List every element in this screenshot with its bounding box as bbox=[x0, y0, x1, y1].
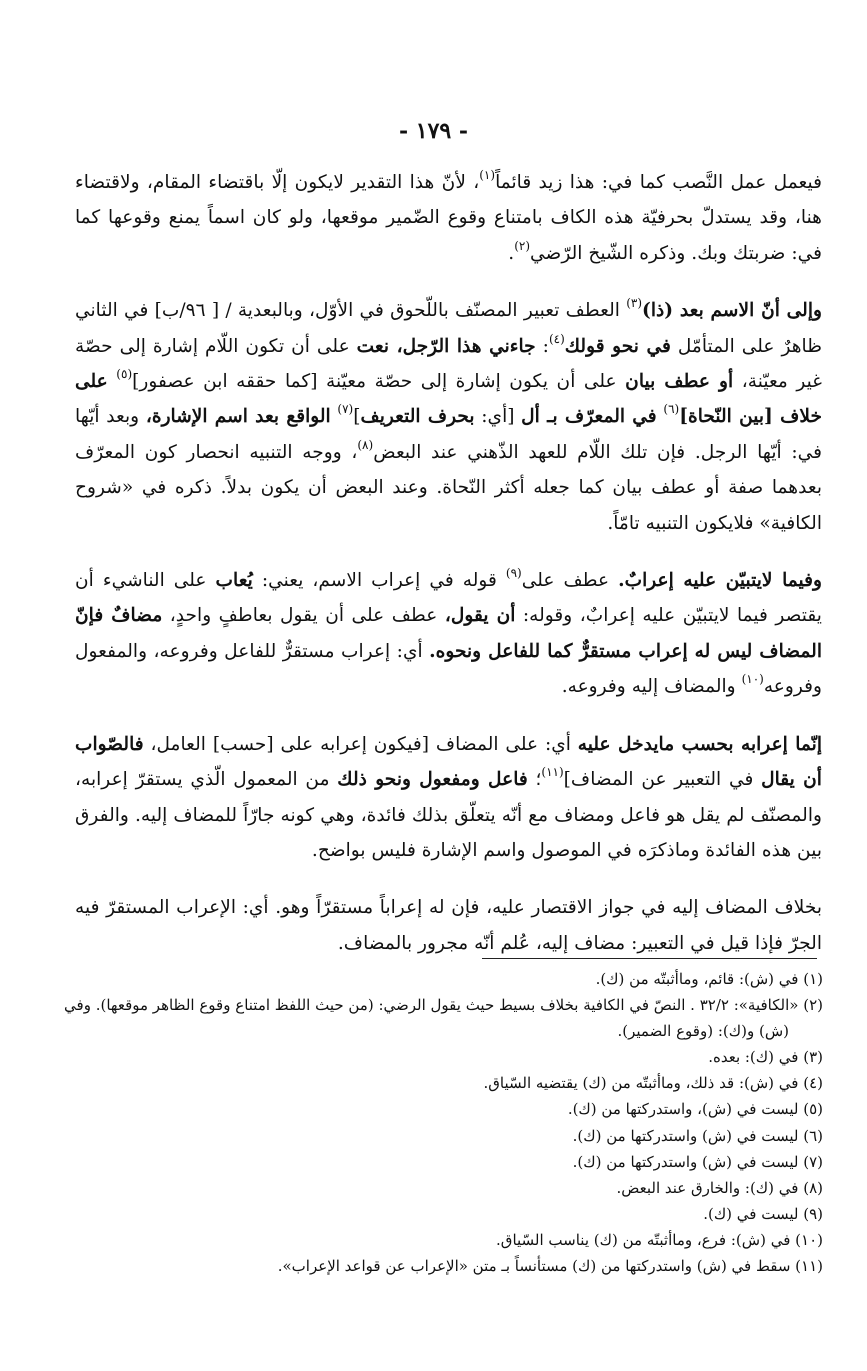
text-run: في التعبير عن المضاف] bbox=[563, 769, 762, 791]
footnote: (٥) ليست في (ش)، واستدركتها من (ك). bbox=[567, 1100, 823, 1119]
text-run: أي: على المضاف [فيكون إعرابه على [حسب] العامل، bbox=[143, 733, 578, 755]
paragraph-1 bbox=[75, 165, 822, 271]
text-run: والمضاف إليه وفروعه. bbox=[561, 676, 742, 698]
footnote: (٣) في (ك): بعده. bbox=[708, 1048, 823, 1067]
text-run: وبعد أيّها في: أيّها الرجل. فإن تلك اللّام للعهد الذّهني عند البعض bbox=[75, 406, 822, 463]
paragraph-3 bbox=[75, 563, 822, 705]
text-run: ، ووجه التنبيه انحصار كون المعرّف بعدهما صفة أو عطف بيان كما جعله أكثر النّحاة. وعند البعض أن يكون بدلاً. ذكره في «شروح الكافية» فلايكون التنبيه تامّاً. bbox=[75, 441, 822, 534]
bold-text: بحرف التعريف bbox=[360, 406, 475, 428]
footnote-divider bbox=[482, 958, 817, 959]
text-run: عطف على أن يقول بعاطفٍ واحدٍ، bbox=[162, 605, 445, 627]
text-run: على الناشيء أن يقتصر فيما لايتبيّن عليه إعرابٌ، وقوله: bbox=[75, 570, 822, 627]
footnote-ref: (٤) bbox=[548, 331, 565, 346]
footnote-ref: (٩) bbox=[505, 566, 522, 581]
text-run: عطف على bbox=[521, 570, 619, 592]
footnote: (٧) ليست في (ش) واستدركتها من (ك). bbox=[572, 1152, 823, 1171]
bold-text: في المعرّف بـ أل bbox=[521, 406, 657, 428]
footnote-ref: (٥) bbox=[116, 367, 133, 382]
bold-text: وفيما لايتبيّن عليه إعرابٌ. bbox=[618, 570, 822, 592]
text-run: : bbox=[535, 335, 549, 357]
footnote-ref: (١) bbox=[479, 168, 496, 182]
bold-text: [بين النّحاة] bbox=[679, 406, 781, 428]
text-run: [أي: bbox=[474, 406, 522, 428]
paragraph-5 bbox=[75, 890, 822, 961]
main-text bbox=[75, 165, 822, 961]
text-run: فيعمل عمل النَّصب كما في: هذا زيد قائماً bbox=[495, 172, 822, 193]
text-run: ، لأنّ هذا التقدير لايكون إلّا باقتضاء المقام، ولاقتضاء هنا، وقد يستدلّ بحرفيّة هذه الكاف بامتناع وقوع الضّمير موقعها، ولو كان اسماً يمنع وقوعها كما في: ضربتك وبك. وذكره الشّيخ الرّضي bbox=[75, 172, 822, 264]
text-run: على أن يكون إشارة إلى حصّة معيّنة [كما حققه ابن عصفور] bbox=[132, 371, 626, 393]
footnote: (١٠) في (ش): فرع، وماأثبتّه من (ك) يناسب السّياق. bbox=[496, 1230, 823, 1249]
footnote: (٨) في (ك): والخارق عند البعض. bbox=[616, 1178, 823, 1197]
text-run: أي: إعراب مستقرٌّ للفاعل وفروعه، والمفعول وفروعه bbox=[75, 640, 822, 698]
bold-text: مضافٌ فإنّ المضاف ليس له إعراب مستقرٌّ كما للفاعل ونحوه. bbox=[75, 605, 822, 662]
text-run: بخلاف المضاف إليه في جواز الاقتصار عليه، فإن له إعراباً مستقرّاً وهو. أي: الإعراب المستقرّ فيه الجرّ فإذا قيل في التعبير: مضاف إليه، عُلم أنّه مجرور بالمضاف. bbox=[75, 897, 822, 954]
footnote-ref: (٧) bbox=[337, 402, 354, 417]
text-run: ] bbox=[353, 406, 361, 428]
footnote: (٢) «الكافية»: ٣٢/٢ . النصّ في الكافية بخلاف بسيط حيث يقول الرضي: (من حيث اللفظ امتناع وقوع الظاهر موقعها). وفي (ش) و(ك): (وقوع الضمير). bbox=[64, 996, 823, 1041]
bold-text: جاءني هذا الرّجل، نعت bbox=[356, 335, 536, 357]
text-run: . bbox=[508, 242, 515, 264]
footnote: (٤) في (ش): قد ذلك، وماأثبتّه من (ك) يقتضيه السّياق. bbox=[483, 1074, 823, 1093]
bold-text: على خلاف bbox=[75, 371, 822, 428]
text-run: قوله في إعراب الاسم، يعني: bbox=[252, 570, 506, 592]
footnote-ref: (١١) bbox=[541, 765, 564, 780]
footnote: (١١) سقط في (ش) واستدركتها من (ك) مستأنساً بـ متن «الإعراب عن قواعد الإعراب». bbox=[277, 1257, 823, 1276]
bold-text: إنّما إعرابه بحسب مايدخل عليه bbox=[577, 733, 822, 755]
bold-text: أن يقول، bbox=[444, 605, 516, 627]
bold-text: فاعل ومفعول ونحو ذلك bbox=[337, 769, 528, 791]
footnotes bbox=[60, 966, 823, 1279]
footnote-ref: (٨) bbox=[357, 437, 374, 452]
paragraph-2 bbox=[75, 293, 822, 541]
bold-text: الواقع بعد اسم الإشارة، bbox=[145, 406, 331, 428]
footnote: (١) في (ش): قائم، وماأثبتّه من (ك). bbox=[595, 970, 823, 988]
page-number: - ١٧٩ - bbox=[398, 118, 469, 144]
text-run: من المعمول الّذي يستقرّ إعرابه، والمصنّف لم يقل هو فاعل ومضاف مع أنّه يتعلّق بذلك فائدة، وهي كونه جارّاً للمضاف إليه. والفرق بين هذه الفائدة وماذكرَه في الموصول واسم الإشارة فليس بواضح. bbox=[75, 769, 822, 861]
bold-text: في نحو قولك bbox=[564, 335, 671, 357]
paragraph-4 bbox=[75, 727, 822, 869]
text-run: العطف تعبير المصنّف باللّحوق في الأوّل، وبالبعدية / [ ٩٦/ب] في الثاني ظاهرٌ على المتأمّل bbox=[75, 300, 822, 357]
bold-text: فالصّواب أن يقال bbox=[75, 733, 822, 791]
bold-text: يُعاب bbox=[215, 570, 253, 592]
bold-text: وإلى أنّ الاسم بعد (ذا) bbox=[642, 300, 822, 322]
text-run: ؛ bbox=[527, 769, 542, 791]
text-run: على أن تكون اللّام إشارة إلى حصّة غير معيّنة، bbox=[75, 335, 822, 393]
text-run bbox=[108, 371, 117, 392]
footnote: (٩) ليست في (ك). bbox=[703, 1204, 823, 1223]
footnote-ref: (٢) bbox=[514, 238, 531, 253]
footnote-ref: (٣) bbox=[626, 296, 643, 311]
footnote-ref: (٦) bbox=[663, 402, 680, 417]
footnote: (٦) ليست في (ش) واستدركتها من (ك). bbox=[572, 1126, 823, 1145]
bold-text: أو عطف بيان bbox=[625, 371, 734, 393]
footnote-ref: (١٠) bbox=[741, 672, 764, 687]
